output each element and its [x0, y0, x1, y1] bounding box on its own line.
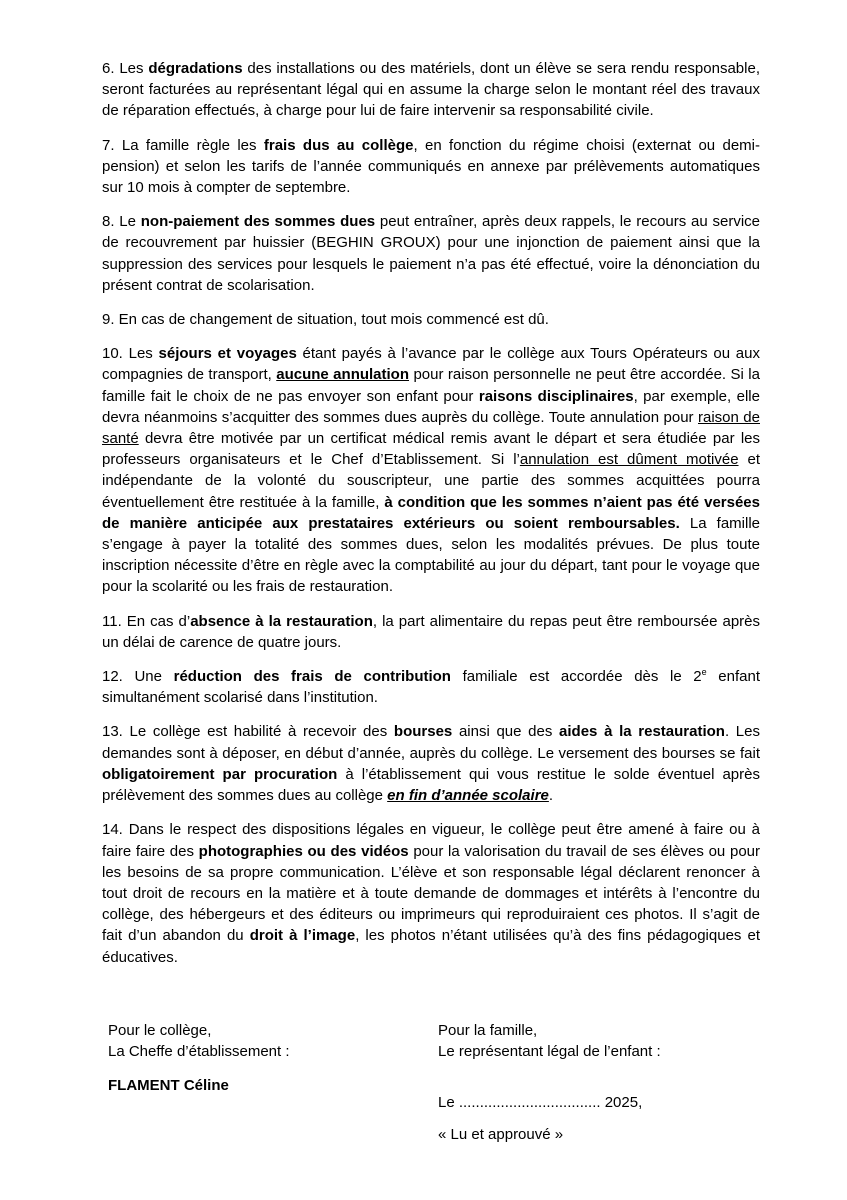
clause-emphasis: en fin d’année scolaire [387, 787, 549, 805]
clause-11 [102, 611, 760, 653]
signature-college [108, 1020, 290, 1062]
signature-family-line1: Pour la famille, [438, 1022, 538, 1039]
clause-14 [102, 819, 760, 967]
clause-text: 11. En cas d’ [102, 612, 191, 630]
clause-keyword: séjours et voyages [158, 345, 297, 363]
clause-6 [102, 58, 760, 122]
clause-8 [102, 211, 760, 296]
clause-text: , en fonction du régime choisi (externat ou demi-pension) et selon les tarifs de l’année communiqués en annexe par prélèvements automatiques sur 10 mois à compter de septembre. [102, 136, 761, 197]
clause-text: ainsi que des [452, 723, 560, 741]
signature-college-line1: Pour le collège, [108, 1022, 212, 1039]
clause-text: 8. Le [102, 213, 141, 231]
clause-keyword: aucune annulation [276, 366, 410, 384]
clause-text: . Les demandes sont à déposer, en début d’année, auprès du collège. Le versement des bourses se fait [102, 723, 760, 762]
signature-family-line2: Le représentant légal de l’enfant : [438, 1043, 661, 1060]
clause-text: devra être motivée par un certificat médical remis avant le départ et sera étudiée par les professeurs organisateurs et le Chef d’Etablissement. Si l’ [102, 430, 760, 469]
clause-text: pour la valorisation du travail de ses élèves ou pour les besoins de sa propre communication. L’élève et son responsable légal déclarent renoncer à tout droit de recours en la matière et à toute demande de dommages et intérêts à l’encontre du collège, des hébergeurs et des éditeurs ou imprimeurs qui reproduiraient ces photos. Il s’agit de fait d’un abandon du [102, 842, 760, 945]
read-and-approved: « Lu et approuvé » [438, 1126, 564, 1143]
clause-text: des installations ou des matériels, dont un élève se sera rendu responsable, seront facturées au représentant légal qui en assume la charge selon le montant réel des travaux de réparation effectués, à charge pour lui de faire intervenir sa responsabilité civile. [102, 60, 760, 120]
clause-text: 14. Dans le respect des dispositions légales en vigueur, le collège peut être amené à faire ou à faire faire des [102, 821, 760, 860]
clause-text: , par exemple, elle devra néanmoins s’acquitter des sommes dues auprès du collège. Toute annulation pour [102, 387, 760, 426]
clause-text: 12. Une [102, 668, 174, 686]
clause-text: , les photos n’étant utilisées qu’à des fins pédagogiques et éducatives. [102, 927, 760, 966]
clause-text: étant payés à l’avance par le collège aux Tours Opérateurs ou aux compagnies de transport, [102, 345, 760, 384]
clause-text: pour raison personnelle ne peut être accordée. Si la famille fait le choix de ne pas envoyer son enfant pour [102, 366, 760, 405]
clause-keyword: aides à la restauration [559, 723, 725, 741]
signature-college-line2: La Cheffe d’établissement : [108, 1043, 290, 1060]
clause-keyword: droit à l’image [249, 927, 356, 945]
signature-family [438, 1020, 661, 1062]
clause-7 [102, 135, 760, 199]
clause-keyword: à condition que les sommes n’aient pas été versées de manière anticipée aux prestataires extérieurs ou soient remboursables. [102, 493, 760, 532]
clause-underlined: annulation est dûment motivée [519, 451, 739, 469]
clause-keyword: obligatoirement par procuration [102, 765, 338, 783]
clause-text: familiale est accordée dès le 2 [450, 668, 702, 686]
clause-12 [102, 666, 760, 708]
clause-text: . [548, 787, 554, 805]
clause-text: 6. Les [102, 60, 149, 77]
clause-text: La famille s’engage à payer la totalité des sommes dues, selon les modalités prévues. De plus toute inscription nécessite d’être en règle avec la comptabilité au jour du départ, tant pour le voyage que pour la scolarité ou les frais de restauration. [102, 514, 760, 596]
clause-10 [102, 343, 760, 597]
ordinal-superscript: e [701, 667, 707, 678]
clause-keyword: dégradations [148, 60, 243, 77]
clause-text: 13. Le collège est habilité à recevoir des [102, 723, 394, 741]
clause-text: enfant simultanément scolarisé dans l’institution. [102, 668, 760, 707]
clause-text: 9. En cas de changement de situation, tout mois commencé est dû. [102, 311, 549, 329]
clause-keyword: frais dus au collège [263, 136, 414, 154]
clause-keyword: bourses [393, 723, 453, 741]
clause-keyword: non-paiement des sommes dues [140, 213, 376, 231]
clause-text: , la part alimentaire du repas peut être remboursée après un délai de carence de quatre jours. [102, 612, 761, 651]
clause-keyword: absence à la restauration [190, 612, 373, 630]
clause-13 [102, 721, 760, 806]
signature-date-line: Le .................................. 2025, [438, 1094, 643, 1111]
clause-9 [102, 309, 760, 330]
clause-text: 7. La famille règle les [102, 136, 264, 154]
document-body [102, 58, 760, 981]
clause-keyword: photographies ou des vidéos [198, 842, 409, 860]
principal-name: FLAMENT Céline [108, 1077, 229, 1094]
clause-underlined: raison de santé [102, 408, 760, 448]
clause-text: et indépendante de la volonté du souscripteur, une partie des sommes acquittées pourra éventuellement être restituée à la famille, [102, 451, 760, 511]
clause-keyword: raisons disciplinaires [478, 387, 634, 405]
clause-text: peut entraîner, après deux rappels, le recours au service de recouvrement par huissier (BEGHIN GROUX) pour une injonction de paiement ainsi que la suppression des services pour lesquels le paiement n’a pas été effectué, voire la dénonciation du présent contrat de scolarisation. [102, 213, 760, 294]
clause-text: à l’établissement qui vous restitue le solde éventuel après prélèvement des sommes dues au collège [102, 765, 760, 805]
clause-keyword: réduction des frais de contribution [173, 668, 451, 686]
clause-text: 10. Les [102, 345, 159, 363]
